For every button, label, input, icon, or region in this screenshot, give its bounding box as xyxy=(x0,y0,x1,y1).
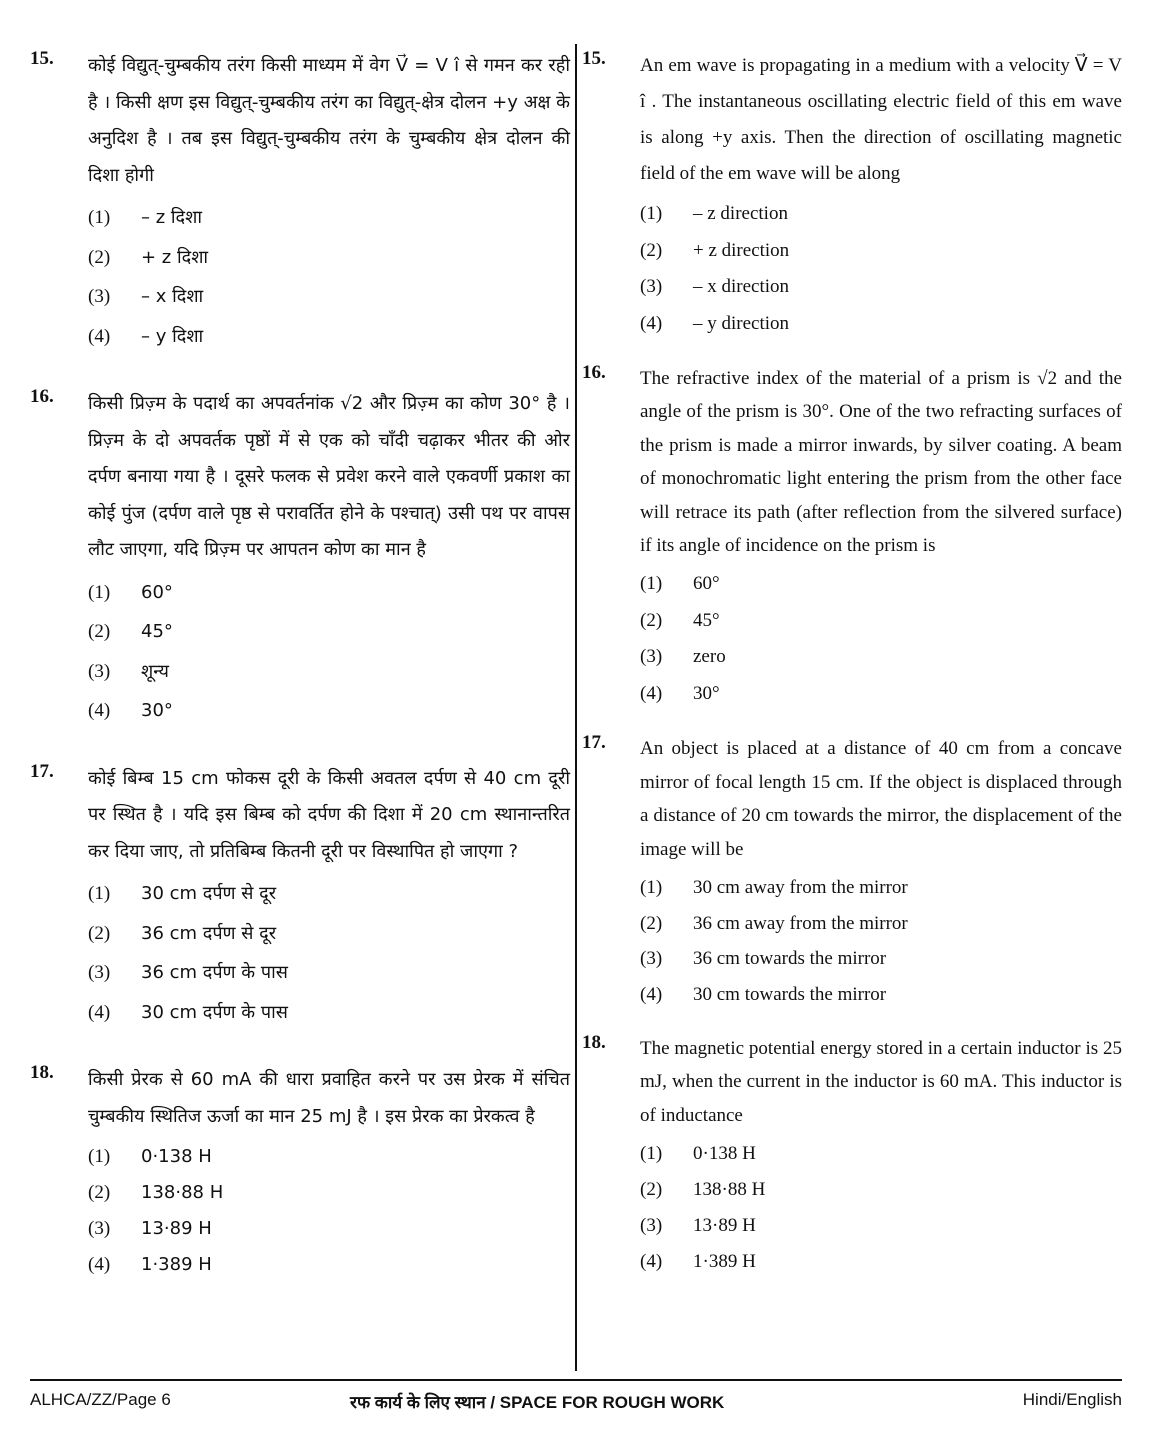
option-1[interactable]: (1) 0·138 H xyxy=(88,1146,212,1167)
question-stem: कोई विद्युत्-चुम्बकीय तरंग किसी माध्यम में वेग V⃗ = V î से गमन कर रही है । किसी क्षण इस विद्युत्-चुम्बकीय तरंग का विद्युत्-क्षेत्र दोलन +y अक्ष के अनुदिश है । तब इस विद्युत्-चुम्बकीय तरंग के चुम्बकीय क्षेत्र दोलन की दिशा होगी xyxy=(88,55,570,186)
option-list xyxy=(640,1136,1122,1280)
option-1[interactable]: (1) – z direction xyxy=(640,203,788,224)
question-stem: किसी प्रिज़्म के पदार्थ का अपवर्तनांक √2 और प्रिज़्म का कोण 30° है । प्रिज़्म के दो अपवर्तक पृष्ठों में से एक को चाँदी चढ़ाकर भीतर की ओर दर्पण बनाया गया है । दूसरे फलक से प्रवेश करने वाले एकवर्णी प्रकाश का कोई पुंज (दर्पण वाले पृष्ठ से परावर्तित होने के पश्चात्) उसी पथ पर वापस लौट जाएगा, यदि प्रिज़्म पर आपतन कोण का मान है xyxy=(88,393,570,560)
option-1[interactable]: (1) 30 cm away from the mirror xyxy=(640,877,908,899)
option-2[interactable]: (2) + z direction xyxy=(640,239,790,261)
option-2[interactable]: (2) 45° xyxy=(640,609,720,631)
question-number: 16. xyxy=(582,362,606,383)
option-1[interactable]: (1) 0·138 H xyxy=(640,1143,756,1165)
hindi-column xyxy=(30,48,570,1283)
question-number: 17. xyxy=(582,732,606,754)
option-list xyxy=(88,198,570,356)
option-list xyxy=(640,196,1122,342)
option-list xyxy=(88,573,570,731)
option-list xyxy=(640,870,1122,1012)
question-17-hindi xyxy=(30,761,570,1033)
option-4[interactable]: (4) – y direction xyxy=(640,312,790,334)
option-4[interactable]: (4) 1·389 H xyxy=(88,1254,212,1275)
option-3[interactable]: (3) 36 cm दर्पण के पास xyxy=(88,962,288,983)
option-4[interactable]: (4) 30 cm towards the mirror xyxy=(640,983,887,1005)
option-3[interactable]: (3) – x direction xyxy=(640,276,790,297)
option-1[interactable]: (1) – z दिशा xyxy=(88,207,203,228)
option-1[interactable]: (1) 60° xyxy=(88,581,173,603)
question-15-english xyxy=(582,48,1122,342)
language-label: Hindi/English xyxy=(1022,1390,1122,1409)
question-17-english xyxy=(582,732,1122,1012)
option-3[interactable]: (3) 13·89 H xyxy=(88,1218,212,1239)
question-stem: किसी प्रेरक से 60 mA की धारा प्रवाहित करने पर उस प्रेरक में संचित चुम्बकीय स्थितिज ऊर्जा का मान 25 mJ है । इस प्रेरक का प्रेरकत्व है xyxy=(88,1069,570,1127)
option-2[interactable]: (2) 36 cm दर्पण से दूर xyxy=(88,922,277,944)
option-3[interactable]: (3) zero xyxy=(640,646,726,668)
option-3[interactable]: (3) 36 cm towards the mirror xyxy=(640,948,887,970)
column-divider xyxy=(575,44,577,1371)
question-18-hindi xyxy=(30,1062,570,1283)
option-3[interactable]: (3) 13·89 H xyxy=(640,1215,756,1237)
option-3[interactable]: (3) – x दिशा xyxy=(88,286,204,307)
option-2[interactable]: (2) 45° xyxy=(88,621,173,642)
question-number: 15. xyxy=(30,48,54,69)
question-number: 17. xyxy=(30,760,54,782)
option-2[interactable]: (2) 138·88 H xyxy=(640,1179,766,1201)
option-4[interactable]: (4) 30° xyxy=(640,682,720,704)
question-18-english xyxy=(582,1032,1122,1280)
option-1[interactable]: (1) 30 cm दर्पण से दूर xyxy=(88,883,277,904)
option-2[interactable]: (2) 138·88 H xyxy=(88,1182,224,1203)
question-stem: कोई बिम्ब 15 cm फोकस दूरी के किसी अवतल दर्पण से 40 cm दूरी पर स्थित है । यदि इस बिम्ब को दर्पण की दिशा में 20 cm स्थानान्तरित कर दिया जाए, तो प्रतिबिम्ब कितनी दूरी पर विस्थापित हो जाएगा ? xyxy=(88,767,570,862)
option-2[interactable]: (2) 36 cm away from the mirror xyxy=(640,912,908,934)
english-column xyxy=(582,48,1122,1280)
option-list xyxy=(640,566,1122,712)
option-2[interactable]: (2) + z दिशा xyxy=(88,246,209,268)
option-3[interactable]: (3) शून्य xyxy=(88,660,169,682)
question-stem: An object is placed at a distance of 40 cm from a concave mirror of focal length 15 cm. If the object is displaced through a distance of 20 cm towards the mirror, the displacement of the image will be xyxy=(640,738,1122,860)
question-number: 15. xyxy=(582,48,606,69)
option-4[interactable]: (4) 30° xyxy=(88,700,173,721)
question-16-english xyxy=(582,362,1122,712)
question-16-hindi xyxy=(30,386,570,731)
option-4[interactable]: (4) 30 cm दर्पण के पास xyxy=(88,1001,288,1023)
question-stem: The magnetic potential energy stored in a certain inductor is 25 mJ, when the current in the inductor is 60 mA. This inductor is of inductance xyxy=(640,1038,1122,1126)
option-list xyxy=(88,874,570,1032)
rough-work-label: रफ कार्य के लिए स्थान / SPACE FOR ROUGH WORK xyxy=(350,1393,725,1412)
option-4[interactable]: (4) – y दिशा xyxy=(88,325,204,347)
question-number: 18. xyxy=(582,1032,606,1054)
option-1[interactable]: (1) 60° xyxy=(640,573,720,595)
question-stem: The refractive index of the material of a prism is √2 and the angle of the prism is 30°. One of the two refracting surfaces of the prism is made a mirror inwards, by silver coating. A beam of monochromatic light entering the prism from the other face will retrace its path (after reflection from the silvered surface) if its angle of incidence on the prism is xyxy=(640,368,1122,557)
page-code: ALHCA/ZZ/Page 6 xyxy=(30,1390,171,1409)
footer-rule xyxy=(30,1379,1122,1381)
question-stem: An em wave is propagating in a medium with a velocity V⃗ = V î . The instantaneous oscillating electric field of this em wave is along +y axis. Then the direction of oscillating magnetic field of the em wave will be along xyxy=(640,55,1122,184)
question-15-hindi xyxy=(30,48,570,356)
option-list xyxy=(88,1139,570,1283)
question-number: 18. xyxy=(30,1062,54,1083)
option-4[interactable]: (4) 1·389 H xyxy=(640,1251,756,1273)
question-number: 16. xyxy=(30,386,54,407)
